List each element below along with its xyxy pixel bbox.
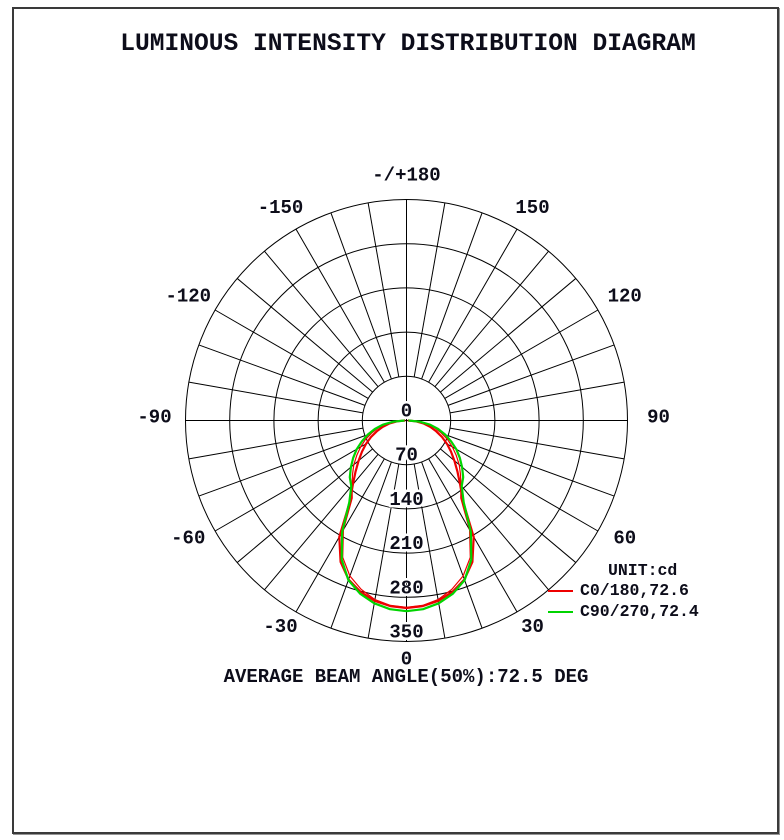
ring-label: 70 bbox=[395, 444, 418, 467]
angle-label: -150 bbox=[257, 196, 304, 219]
legend-unit-label: UNIT:cd bbox=[608, 561, 678, 580]
grid-spoke bbox=[440, 278, 575, 392]
legend-item-label: C0/180,72.6 bbox=[580, 581, 689, 600]
ring-label: 140 bbox=[389, 488, 424, 511]
angle-label: 90 bbox=[647, 406, 670, 429]
angle-label: -60 bbox=[171, 527, 206, 550]
ring-label: 0 bbox=[400, 400, 413, 423]
ring-label: 350 bbox=[389, 621, 424, 644]
red-line-swatch bbox=[548, 590, 573, 592]
angle-label: 60 bbox=[613, 527, 637, 550]
grid-spoke bbox=[237, 278, 372, 392]
grid-spoke bbox=[435, 454, 549, 589]
angle-label: -30 bbox=[263, 616, 298, 639]
legend-item-c90-270 bbox=[548, 601, 699, 622]
legend-item-label: C90/270,72.4 bbox=[580, 602, 699, 621]
angle-label: 150 bbox=[515, 196, 550, 219]
angle-label: -90 bbox=[137, 406, 172, 429]
grid-spoke bbox=[199, 345, 365, 405]
ring-label: 210 bbox=[389, 533, 424, 556]
grid-spoke bbox=[422, 213, 482, 379]
grid-spoke bbox=[429, 229, 517, 382]
grid-spoke bbox=[189, 382, 363, 413]
grid-spoke bbox=[414, 203, 445, 377]
grid-spoke bbox=[296, 229, 384, 382]
grid-spoke bbox=[215, 310, 368, 398]
angle-label: 30 bbox=[521, 616, 544, 639]
angle-label: -120 bbox=[165, 285, 212, 308]
legend-item-c0-180 bbox=[548, 580, 699, 601]
grid-spoke bbox=[445, 310, 598, 398]
grid-spoke bbox=[450, 382, 624, 413]
angle-label: 120 bbox=[607, 285, 642, 308]
grid-spoke bbox=[189, 428, 363, 459]
ring-label: 280 bbox=[389, 577, 424, 600]
average-beam-angle-text: AVERAGE BEAM ANGLE(50%):72.5 DEG bbox=[223, 666, 589, 688]
green-line-swatch bbox=[548, 611, 573, 613]
grid-spoke bbox=[264, 251, 378, 386]
angle-label: -/+180 bbox=[372, 164, 441, 187]
grid-spoke bbox=[448, 345, 614, 405]
grid-spoke bbox=[448, 436, 614, 496]
grid-spoke bbox=[450, 428, 624, 459]
grid-spoke bbox=[435, 251, 549, 386]
grid-spoke bbox=[368, 203, 399, 377]
diagram-title: LUMINOUS INTENSITY DISTRIBUTION DIAGRAM bbox=[120, 31, 696, 58]
grid-spoke bbox=[199, 436, 365, 496]
angle-label: 0 bbox=[400, 648, 413, 671]
grid-spoke bbox=[331, 213, 391, 379]
legend bbox=[548, 561, 699, 622]
grid-spoke bbox=[264, 454, 378, 589]
